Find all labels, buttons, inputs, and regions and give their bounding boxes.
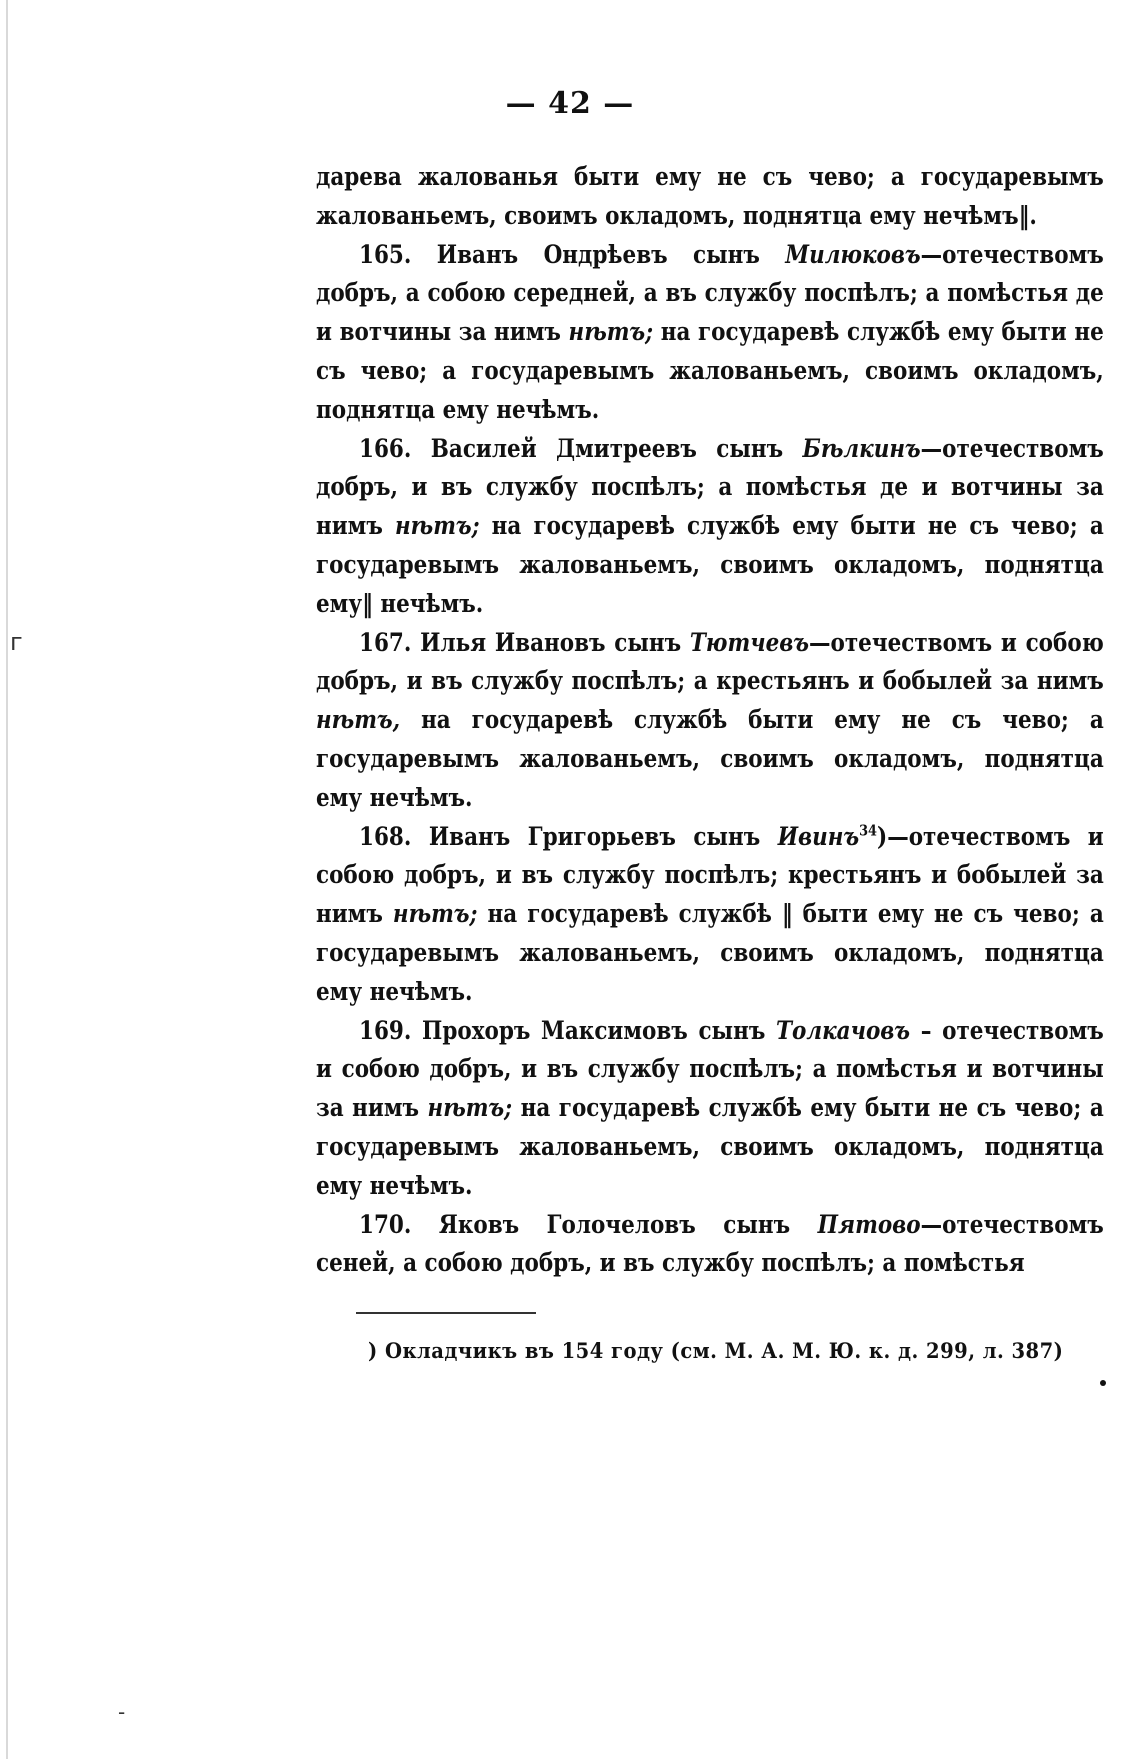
entry-number: 169. — [359, 1015, 412, 1045]
entry-text: —отечествомъ сеней, а собою добръ, и въ службу поспѣлъ; а помѣстья — [316, 1209, 1104, 1278]
entry-text: Илья Ивановъ сынъ — [411, 627, 690, 657]
entry-text: —отечествомъ добръ, а собою середней, а въ службу поспѣлъ; а помѣстья де и вотчины за нимъ — [316, 239, 1104, 347]
entry-text: на государевѣ службѣ ему быти не съ чево; а государевымъ жалованьемъ, своимъ окладомъ, поднятца ему нечѣмъ. — [316, 317, 1104, 424]
entry-text: Прохоръ Максимовъ сынъ — [411, 1015, 777, 1045]
entry-emphasis: нѣтъ; — [392, 899, 478, 929]
margin-mark: - — [118, 1700, 126, 1724]
entry-number: 166. — [359, 433, 412, 463]
entry-text: – отечествомъ и собою добръ, и въ службу поспѣлъ; а помѣстья и вотчины за нимъ — [316, 1015, 1104, 1123]
page-number: — 42 — — [505, 86, 635, 121]
entry-emphasis: нѣтъ; — [394, 511, 480, 541]
entry-text: )—отечествомъ и собою добръ, и въ службу поспѣлъ; крестьянъ и бобылей за нимъ — [316, 821, 1104, 929]
entry-text: на государевѣ службѣ быти ему не съ чево; а государевымъ жалованьемъ, своимъ окладомъ, поднятца ему нечѣмъ. — [316, 705, 1104, 812]
entry-paragraph — [316, 818, 1104, 1012]
entry-number: 168. — [359, 821, 412, 851]
entry-text: Иванъ Григорьевъ сынъ — [411, 821, 778, 851]
entry-surname: Толкачовъ — [776, 1015, 911, 1045]
ink-dot — [1100, 1380, 1106, 1386]
entry-surname: Милюковъ — [785, 239, 921, 269]
entry-text: —отечествомъ и собою добръ, и въ службу поспѣлъ; а крестьянъ и бобылей за нимъ — [316, 627, 1104, 696]
entry-emphasis: нѣтъ; — [568, 317, 654, 347]
margin-mark: г — [10, 628, 23, 656]
entry-text: на государевѣ службѣ ему быти не съ чево; а государевымъ жалованьемъ, своимъ окладомъ, поднятца ему‖ нечѣмъ. — [316, 511, 1104, 618]
entry-paragraph — [316, 624, 1104, 818]
entry-number: 167. — [359, 627, 412, 657]
entry-text: Яковъ Голочеловъ сынъ — [411, 1209, 818, 1239]
footnote-ref: 34 — [859, 821, 878, 840]
scan-edge-line — [6, 0, 8, 1759]
entry-surname: Пятово — [817, 1209, 921, 1239]
entry-emphasis: нѣтъ, — [316, 705, 401, 735]
entry-paragraph — [316, 1012, 1104, 1206]
entry-surname: Ивинъ — [777, 821, 860, 851]
footnote: ) Окладчикъ въ 154 году (см. М. А. М. Ю. к. д. 299, л. 387) — [368, 1338, 1064, 1363]
entry-number: 165. — [359, 239, 412, 269]
entry-text: на государевѣ службѣ ‖ быти ему не съ чево; а государевымъ жалованьемъ, своимъ окладомъ, поднятца ему нечѣмъ. — [316, 899, 1104, 1006]
entry-paragraph — [316, 430, 1104, 624]
entry-paragraph — [316, 1206, 1104, 1284]
entry-surname: Бѣлкинъ — [802, 433, 921, 463]
entry-text: на государевѣ службѣ ему быти не съ чево; а государевымъ жалованьемъ, своимъ окладомъ, поднятца ему нечѣмъ. — [316, 1093, 1104, 1200]
body-text — [316, 158, 1104, 1283]
entry-text: Иванъ Ондрѣевъ сынъ — [411, 239, 786, 269]
entry-text: —отечествомъ добръ, и въ службу поспѣлъ; а помѣстья де и вотчины за нимъ — [316, 433, 1104, 541]
paragraph-text: дарева жалованья быти ему не съ чево; а государевымъ жалованьемъ, своимъ окладомъ, поднятца ему нечѣмъ‖. — [316, 162, 1104, 230]
entry-paragraph — [316, 236, 1104, 430]
paragraph-continuation — [316, 158, 1104, 236]
entry-surname: Тютчевъ — [689, 627, 810, 657]
entry-emphasis: нѣтъ; — [427, 1093, 513, 1123]
entry-number: 170. — [359, 1209, 412, 1239]
entry-text: Василей Дмитреевъ сынъ — [411, 433, 803, 463]
footnote-divider — [356, 1312, 536, 1314]
